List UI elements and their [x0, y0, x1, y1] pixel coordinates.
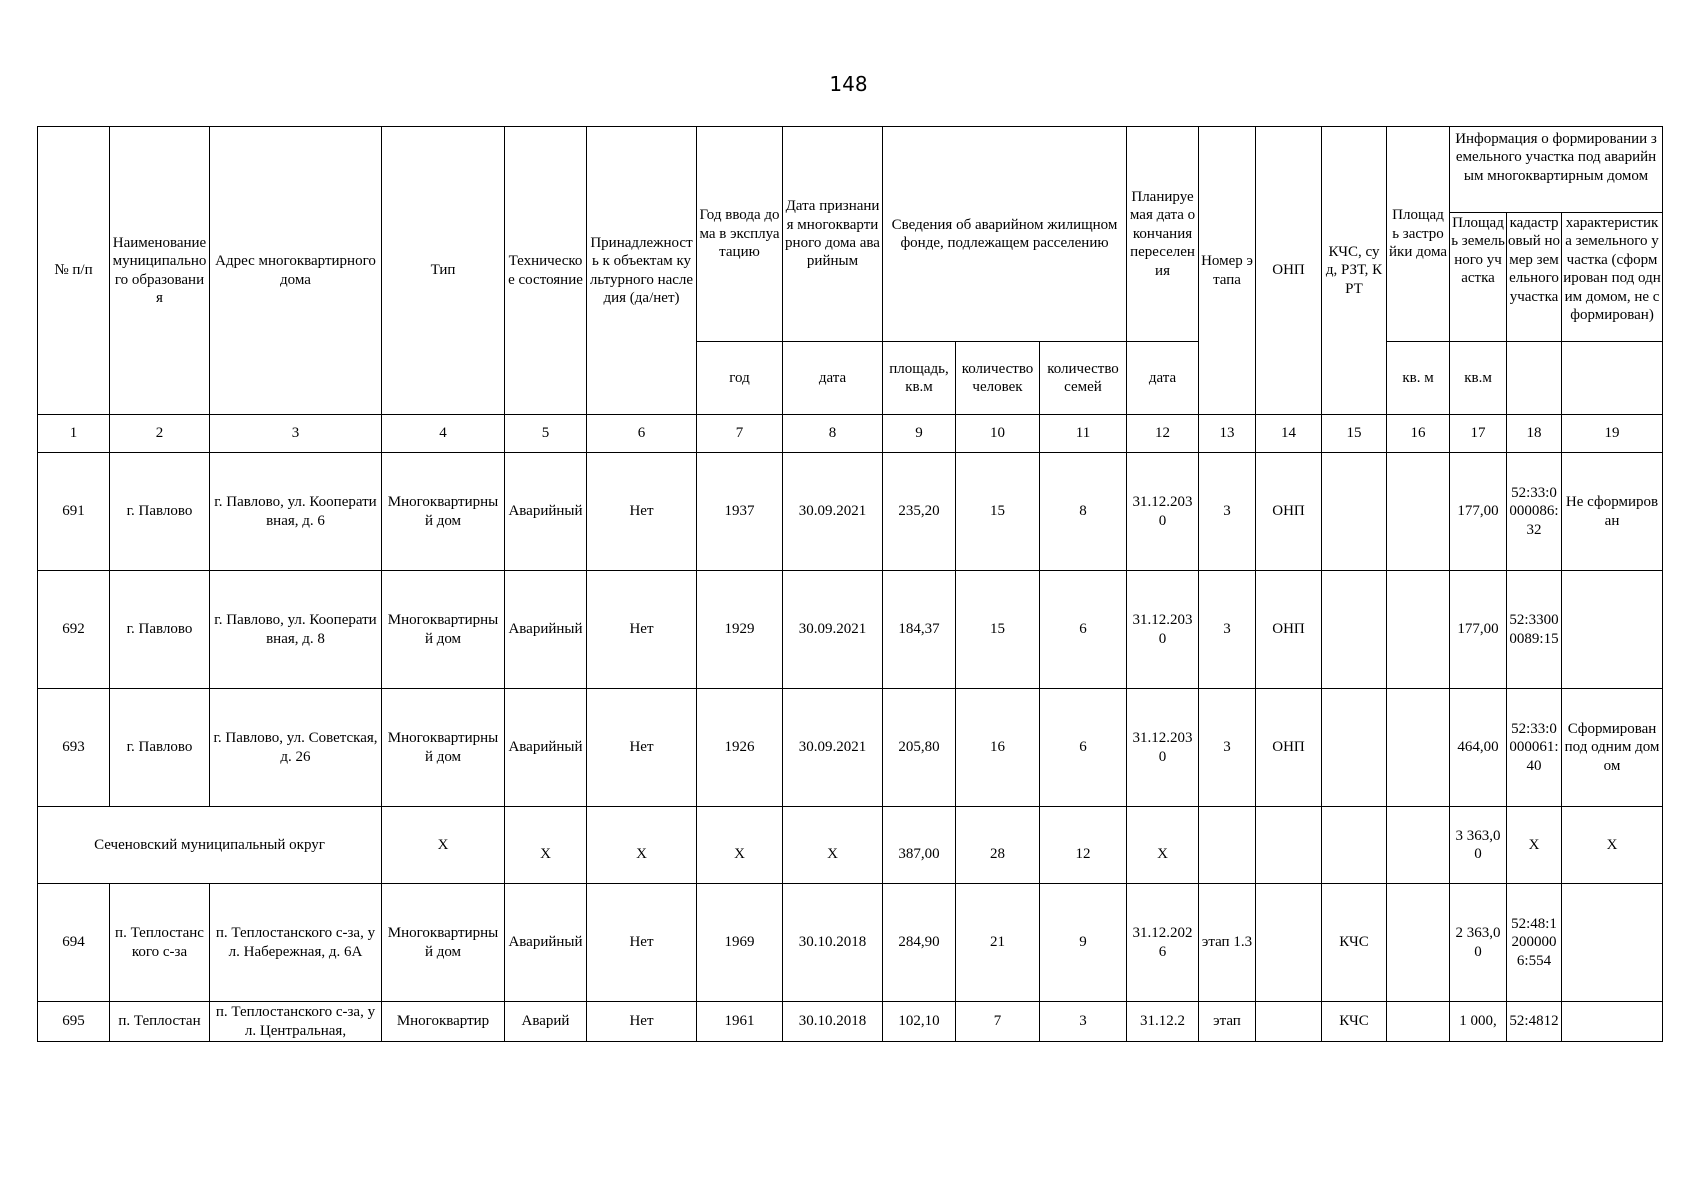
column-number: 15 [1322, 415, 1387, 453]
header-type: Тип [382, 127, 505, 415]
header-cadastral: кадастровый номер земельного участка [1507, 213, 1562, 341]
cell-municipality: п. Теплостанского с-за [110, 884, 210, 1002]
column-number: 1 [38, 415, 110, 453]
total-label: Сеченовский муниципальный округ [38, 807, 382, 884]
cell-cadastral: 52:33000089:15 [1507, 571, 1562, 689]
cell-planned: 31.12.2030 [1127, 689, 1199, 807]
cell-address: п. Теплостанского с-за, ул. Набережная, д. 6А [210, 884, 382, 1002]
column-number: 8 [783, 415, 883, 453]
cell-families: 9 [1040, 884, 1127, 1002]
header-stage: Номер этапа [1199, 127, 1256, 415]
cell-heritage: Нет [587, 689, 697, 807]
cell-stage: этап 1.3 [1199, 884, 1256, 1002]
column-number: 7 [697, 415, 783, 453]
total-people: 28 [956, 807, 1040, 884]
cell-people: 16 [956, 689, 1040, 807]
header-kchs: КЧС, суд, РЗТ, КРТ [1322, 127, 1387, 415]
cell-building-area [1387, 689, 1450, 807]
cell-type: Многоквартирный дом [382, 884, 505, 1002]
cell-heritage: Нет [587, 571, 697, 689]
cell-land-area: 177,00 [1450, 571, 1507, 689]
cell-stage: 3 [1199, 571, 1256, 689]
cell-stage: 3 [1199, 689, 1256, 807]
header-year-built: Год ввода дома в эксплуатацию [697, 127, 783, 342]
cell-building-area [1387, 884, 1450, 1002]
total-heritage: X [587, 807, 697, 884]
cell-kchs: КЧС [1322, 884, 1387, 1002]
subheader-unit-building: кв. м [1387, 342, 1450, 415]
cell-num: 693 [38, 689, 110, 807]
table-row [38, 689, 1663, 807]
table-row [38, 453, 1663, 571]
cell-type: Многоквартир [382, 1002, 505, 1042]
header-municipality: Наименование муниципального образования [110, 127, 210, 415]
cell-heritage: Нет [587, 1002, 697, 1042]
subheader-area: площадь, кв.м [883, 342, 956, 415]
emergency-housing-table [37, 126, 1663, 1042]
cell-onp [1256, 1002, 1322, 1042]
cell-num: 694 [38, 884, 110, 1002]
cell-people: 21 [956, 884, 1040, 1002]
header-land-area: Площадь земельного участка [1450, 213, 1507, 341]
cell-people: 15 [956, 453, 1040, 571]
cell-land-char [1562, 884, 1663, 1002]
subheader-people: количество человек [956, 342, 1040, 415]
table-row [38, 571, 1663, 689]
cell-date: 30.09.2021 [783, 453, 883, 571]
column-number: 9 [883, 415, 956, 453]
column-number: 11 [1040, 415, 1127, 453]
cell-families: 3 [1040, 1002, 1127, 1042]
cell-area: 284,90 [883, 884, 956, 1002]
column-number: 12 [1127, 415, 1199, 453]
total-stage [1199, 807, 1256, 884]
cell-planned: 31.12.2026 [1127, 884, 1199, 1002]
table-row [38, 884, 1663, 1002]
header-tech-state: Техническое состояние [505, 127, 587, 415]
subheader-unit-land: кв.м [1450, 342, 1507, 415]
cell-land-char [1562, 1002, 1663, 1042]
cell-onp: ОНП [1256, 689, 1322, 807]
total-land-area: 3 363,00 [1450, 807, 1507, 884]
cell-year: 1926 [697, 689, 783, 807]
cell-address: г. Павлово, ул. Кооперативная, д. 8 [210, 571, 382, 689]
cell-year: 1937 [697, 453, 783, 571]
cell-date: 30.10.2018 [783, 1002, 883, 1042]
header-recognition-date: Дата признания многоквартирного дома аварийным [783, 127, 883, 342]
cell-state: Аварийный [505, 453, 587, 571]
cell-year: 1969 [697, 884, 783, 1002]
cell-type: Многоквартирный дом [382, 453, 505, 571]
cell-state: Аварийный [505, 571, 587, 689]
cell-land-area: 2 363,00 [1450, 884, 1507, 1002]
cell-municipality: г. Павлово [110, 689, 210, 807]
cell-people: 7 [956, 1002, 1040, 1042]
cell-families: 6 [1040, 689, 1127, 807]
column-number: 18 [1507, 415, 1562, 453]
column-number-row [38, 415, 1663, 453]
cell-kchs: КЧС [1322, 1002, 1387, 1042]
cell-land-area: 1 000, [1450, 1002, 1507, 1042]
cell-area: 184,37 [883, 571, 956, 689]
cell-municipality: г. Павлово [110, 571, 210, 689]
column-number: 17 [1450, 415, 1507, 453]
header-onp: ОНП [1256, 127, 1322, 415]
cell-heritage: Нет [587, 884, 697, 1002]
total-building-area [1387, 807, 1450, 884]
total-cadastral: X [1507, 807, 1562, 884]
cell-cadastral: 52:33:0000086:32 [1507, 453, 1562, 571]
column-number: 10 [956, 415, 1040, 453]
subheader-cadastral-cont [1507, 342, 1562, 415]
total-state: X [505, 807, 587, 884]
header-address: Адрес многоквартирного дома [210, 127, 382, 415]
cell-state: Аварий [505, 1002, 587, 1042]
cell-num: 695 [38, 1002, 110, 1042]
header-land-subcolumns [1450, 213, 1662, 341]
cell-heritage: Нет [587, 453, 697, 571]
cell-land-area: 177,00 [1450, 453, 1507, 571]
cell-type: Многоквартирный дом [382, 571, 505, 689]
cell-building-area [1387, 453, 1450, 571]
cell-cadastral: 52:48:12000006:554 [1507, 884, 1562, 1002]
header-heritage: Принадлежность к объектам культурного наследия (да/нет) [587, 127, 697, 415]
column-number: 19 [1562, 415, 1663, 453]
cell-date: 30.10.2018 [783, 884, 883, 1002]
subheader-date: дата [783, 342, 883, 415]
cell-onp [1256, 884, 1322, 1002]
total-onp [1256, 807, 1322, 884]
total-families: 12 [1040, 807, 1127, 884]
cell-families: 6 [1040, 571, 1127, 689]
cell-land-char: Сформирован под одним домом [1562, 689, 1663, 807]
cell-date: 30.09.2021 [783, 571, 883, 689]
cell-onp: ОНП [1256, 453, 1322, 571]
total-land-char: X [1562, 807, 1663, 884]
cell-state: Аварийный [505, 884, 587, 1002]
cell-date: 30.09.2021 [783, 689, 883, 807]
cell-cadastral: 52:4812 [1507, 1002, 1562, 1042]
cell-address: г. Павлово, ул. Кооперативная, д. 6 [210, 453, 382, 571]
total-date: X [783, 807, 883, 884]
column-number: 3 [210, 415, 382, 453]
page-number: 148 [829, 72, 868, 96]
cell-municipality: г. Павлово [110, 453, 210, 571]
cell-cadastral: 52:33:0000061:40 [1507, 689, 1562, 807]
header-row [38, 127, 1663, 342]
cell-families: 8 [1040, 453, 1127, 571]
cell-building-area [1387, 571, 1450, 689]
subheader-land-char-cont [1562, 342, 1663, 415]
total-area: 387,00 [883, 807, 956, 884]
subheader-year: год [697, 342, 783, 415]
cell-area: 102,10 [883, 1002, 956, 1042]
cell-state: Аварийный [505, 689, 587, 807]
cell-area: 205,80 [883, 689, 956, 807]
total-row [38, 807, 1663, 884]
header-planned-end: Планируемая дата окончания переселения [1127, 127, 1199, 342]
cell-planned: 31.12.2030 [1127, 571, 1199, 689]
cell-kchs [1322, 689, 1387, 807]
cell-onp: ОНП [1256, 571, 1322, 689]
cell-kchs [1322, 453, 1387, 571]
cell-land-char: Не сформирован [1562, 453, 1663, 571]
cell-land-area: 464,00 [1450, 689, 1507, 807]
column-number: 14 [1256, 415, 1322, 453]
cell-kchs [1322, 571, 1387, 689]
cell-land-char [1562, 571, 1663, 689]
total-planned: X [1127, 807, 1199, 884]
cell-address: г. Павлово, ул. Советская, д. 26 [210, 689, 382, 807]
column-number: 5 [505, 415, 587, 453]
header-emergency-fund: Сведения об аварийном жилищном фонде, подлежащем расселению [883, 127, 1127, 342]
column-number: 16 [1387, 415, 1450, 453]
cell-year: 1961 [697, 1002, 783, 1042]
cell-people: 15 [956, 571, 1040, 689]
total-kchs [1322, 807, 1387, 884]
column-number: 6 [587, 415, 697, 453]
column-number: 4 [382, 415, 505, 453]
cell-planned: 31.12.2030 [1127, 453, 1199, 571]
header-land-char: характеристика земельного участка (сформирован под одним домом, не сформирован) [1563, 215, 1661, 324]
column-number: 13 [1199, 415, 1256, 453]
total-type: X [382, 807, 505, 884]
cell-type: Многоквартирный дом [382, 689, 505, 807]
cell-address: п. Теплостанского с-за, ул. Центральная, [210, 1002, 382, 1042]
column-number: 2 [110, 415, 210, 453]
header-land-info-cell [1450, 127, 1663, 342]
header-num: № п/п [38, 127, 110, 415]
table-row-partial [38, 1002, 1663, 1042]
cell-num: 692 [38, 571, 110, 689]
cell-stage: 3 [1199, 453, 1256, 571]
cell-year: 1929 [697, 571, 783, 689]
subheader-date2: дата [1127, 342, 1199, 415]
cell-area: 235,20 [883, 453, 956, 571]
total-year: X [697, 807, 783, 884]
header-building-area: Площадь застройки дома [1387, 127, 1450, 342]
cell-stage: этап [1199, 1002, 1256, 1042]
cell-planned: 31.12.2 [1127, 1002, 1199, 1042]
cell-num: 691 [38, 453, 110, 571]
cell-building-area [1387, 1002, 1450, 1042]
subheader-families: количество семей [1040, 342, 1127, 415]
cell-municipality: п. Теплостан [110, 1002, 210, 1042]
header-land-info: Информация о формировании земельного участка под аварийным многоквартирным домом [1450, 127, 1662, 213]
